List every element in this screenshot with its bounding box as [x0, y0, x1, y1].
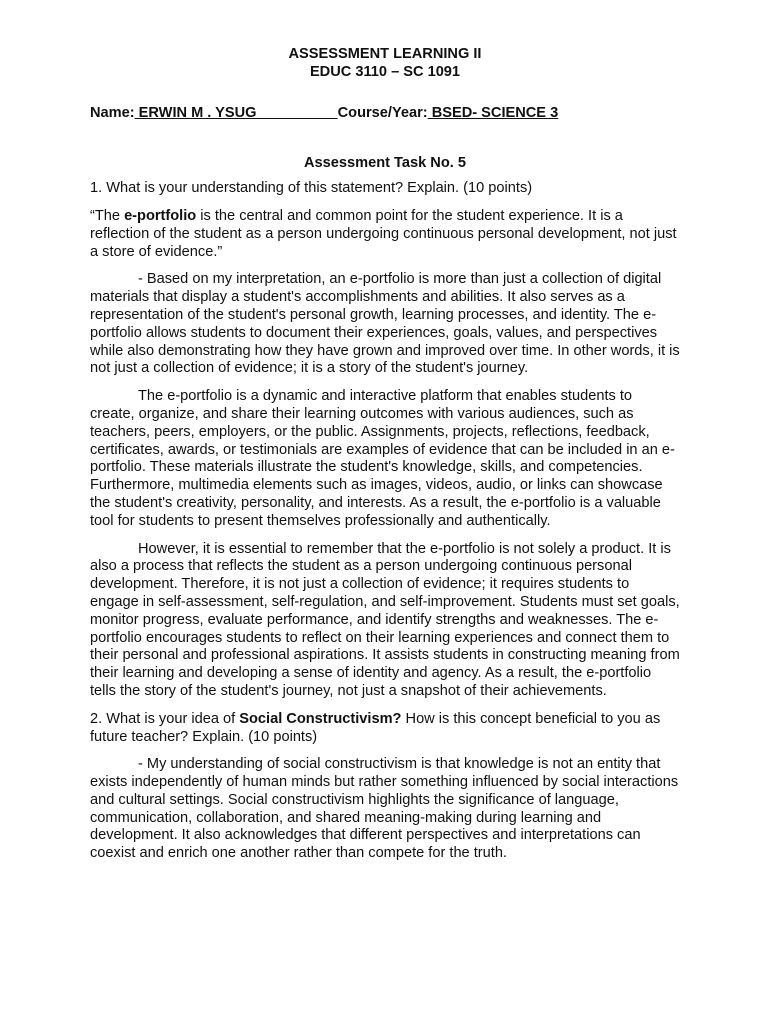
course-label: Course/Year:: [337, 104, 428, 121]
answer-2-paragraph: - My understanding of social constructivism is that knowledge is not an entity that exists independently of human minds but rather something influenced by social interactions and cultural settings. Social constructivism highlights the significance of language, communication, collaboration, and shared meaning-making during learning and development. It also acknowledges that different perspectives and interpretations can coexist and enrich one another rather than compete for the truth.: [90, 756, 679, 862]
quote-statement: [90, 208, 680, 261]
quote-rest: is the central and common point for the student experience. It is a reflection of the student as a person undergoing continuous personal development, not just a store of evidence.”: [90, 207, 677, 260]
quote-bold-term: e-portfolio: [124, 207, 197, 224]
question-2-bold-term: Social Constructivism?: [239, 710, 402, 727]
course-title: ASSESSMENT LEARNING II: [288, 46, 482, 62]
name-label: Name:: [90, 104, 135, 121]
quote-open: “The: [90, 207, 125, 224]
course-code: EDUC 3110 – SC 1091: [309, 63, 461, 80]
question-1: 1. What is your understanding of this statement? Explain. (10 points): [90, 180, 533, 197]
answer-1-paragraph: The e-portfolio is a dynamic and interactive platform that enables students to create, organize, and share their learning outcomes with various audiences, such as teachers, peers, employers, or the public. Assignments, projects, reflections, feedback, certificates, awards, or testimonials are examples of evidence that can be included in an e-portfolio. These materials illustrate the student's knowledge, skills, and competencies. Furthermore, multimedia elements such as images, videos, audio, or links can showcase the student's creativity, personality, and interests. As a result, the e-portfolio is a valuable tool for students to present themselves professionally and authentically.: [90, 388, 675, 529]
course-value: BSED- SCIENCE 3: [427, 104, 559, 121]
document-page: [90, 46, 680, 863]
name-value: ERWIN M . YSUG: [134, 104, 338, 121]
question-2: [90, 711, 680, 747]
student-info-row: [90, 105, 680, 123]
task-title: Assessment Task No. 5: [304, 155, 466, 172]
answer-1-paragraph: However, it is essential to remember that the e-portfolio is not solely a product. It is also a process that reflects the student as a person undergoing continuous personal development. Therefore, it is not just a collection of evidence; it requires students to engage in self-assessment, self-regulation, and self-improvement. Students must set goals, monitor progress, evaluate performance, and identify strengths and weaknesses. The e-portfolio encourages students to reflect on their learning experiences and connect them to their personal and professional aspirations. It assists students in constructing meaning from their learning and developing a sense of identity and agency. As a result, the e-portfolio tells the story of the student's journey, not just a snapshot of their achievements.: [90, 540, 680, 699]
question-2-end: How is this concept beneficial to you as future teacher? Explain. (10 points): [90, 710, 661, 745]
answer-1-paragraph: - Based on my interpretation, an e-portfolio is more than just a collection of digital materials that display a student's accomplishments and abilities. It also serves as a representation of the student's personal growth, learning processes, and identity. The e-portfolio allows students to document their experiences, goals, values, and perspectives while also demonstrating how they have grown and improved over time. In other words, it is not just a collection of evidence; it is a story of the student's journey.: [90, 271, 680, 377]
question-2-start: 2. What is your idea of: [90, 710, 240, 727]
